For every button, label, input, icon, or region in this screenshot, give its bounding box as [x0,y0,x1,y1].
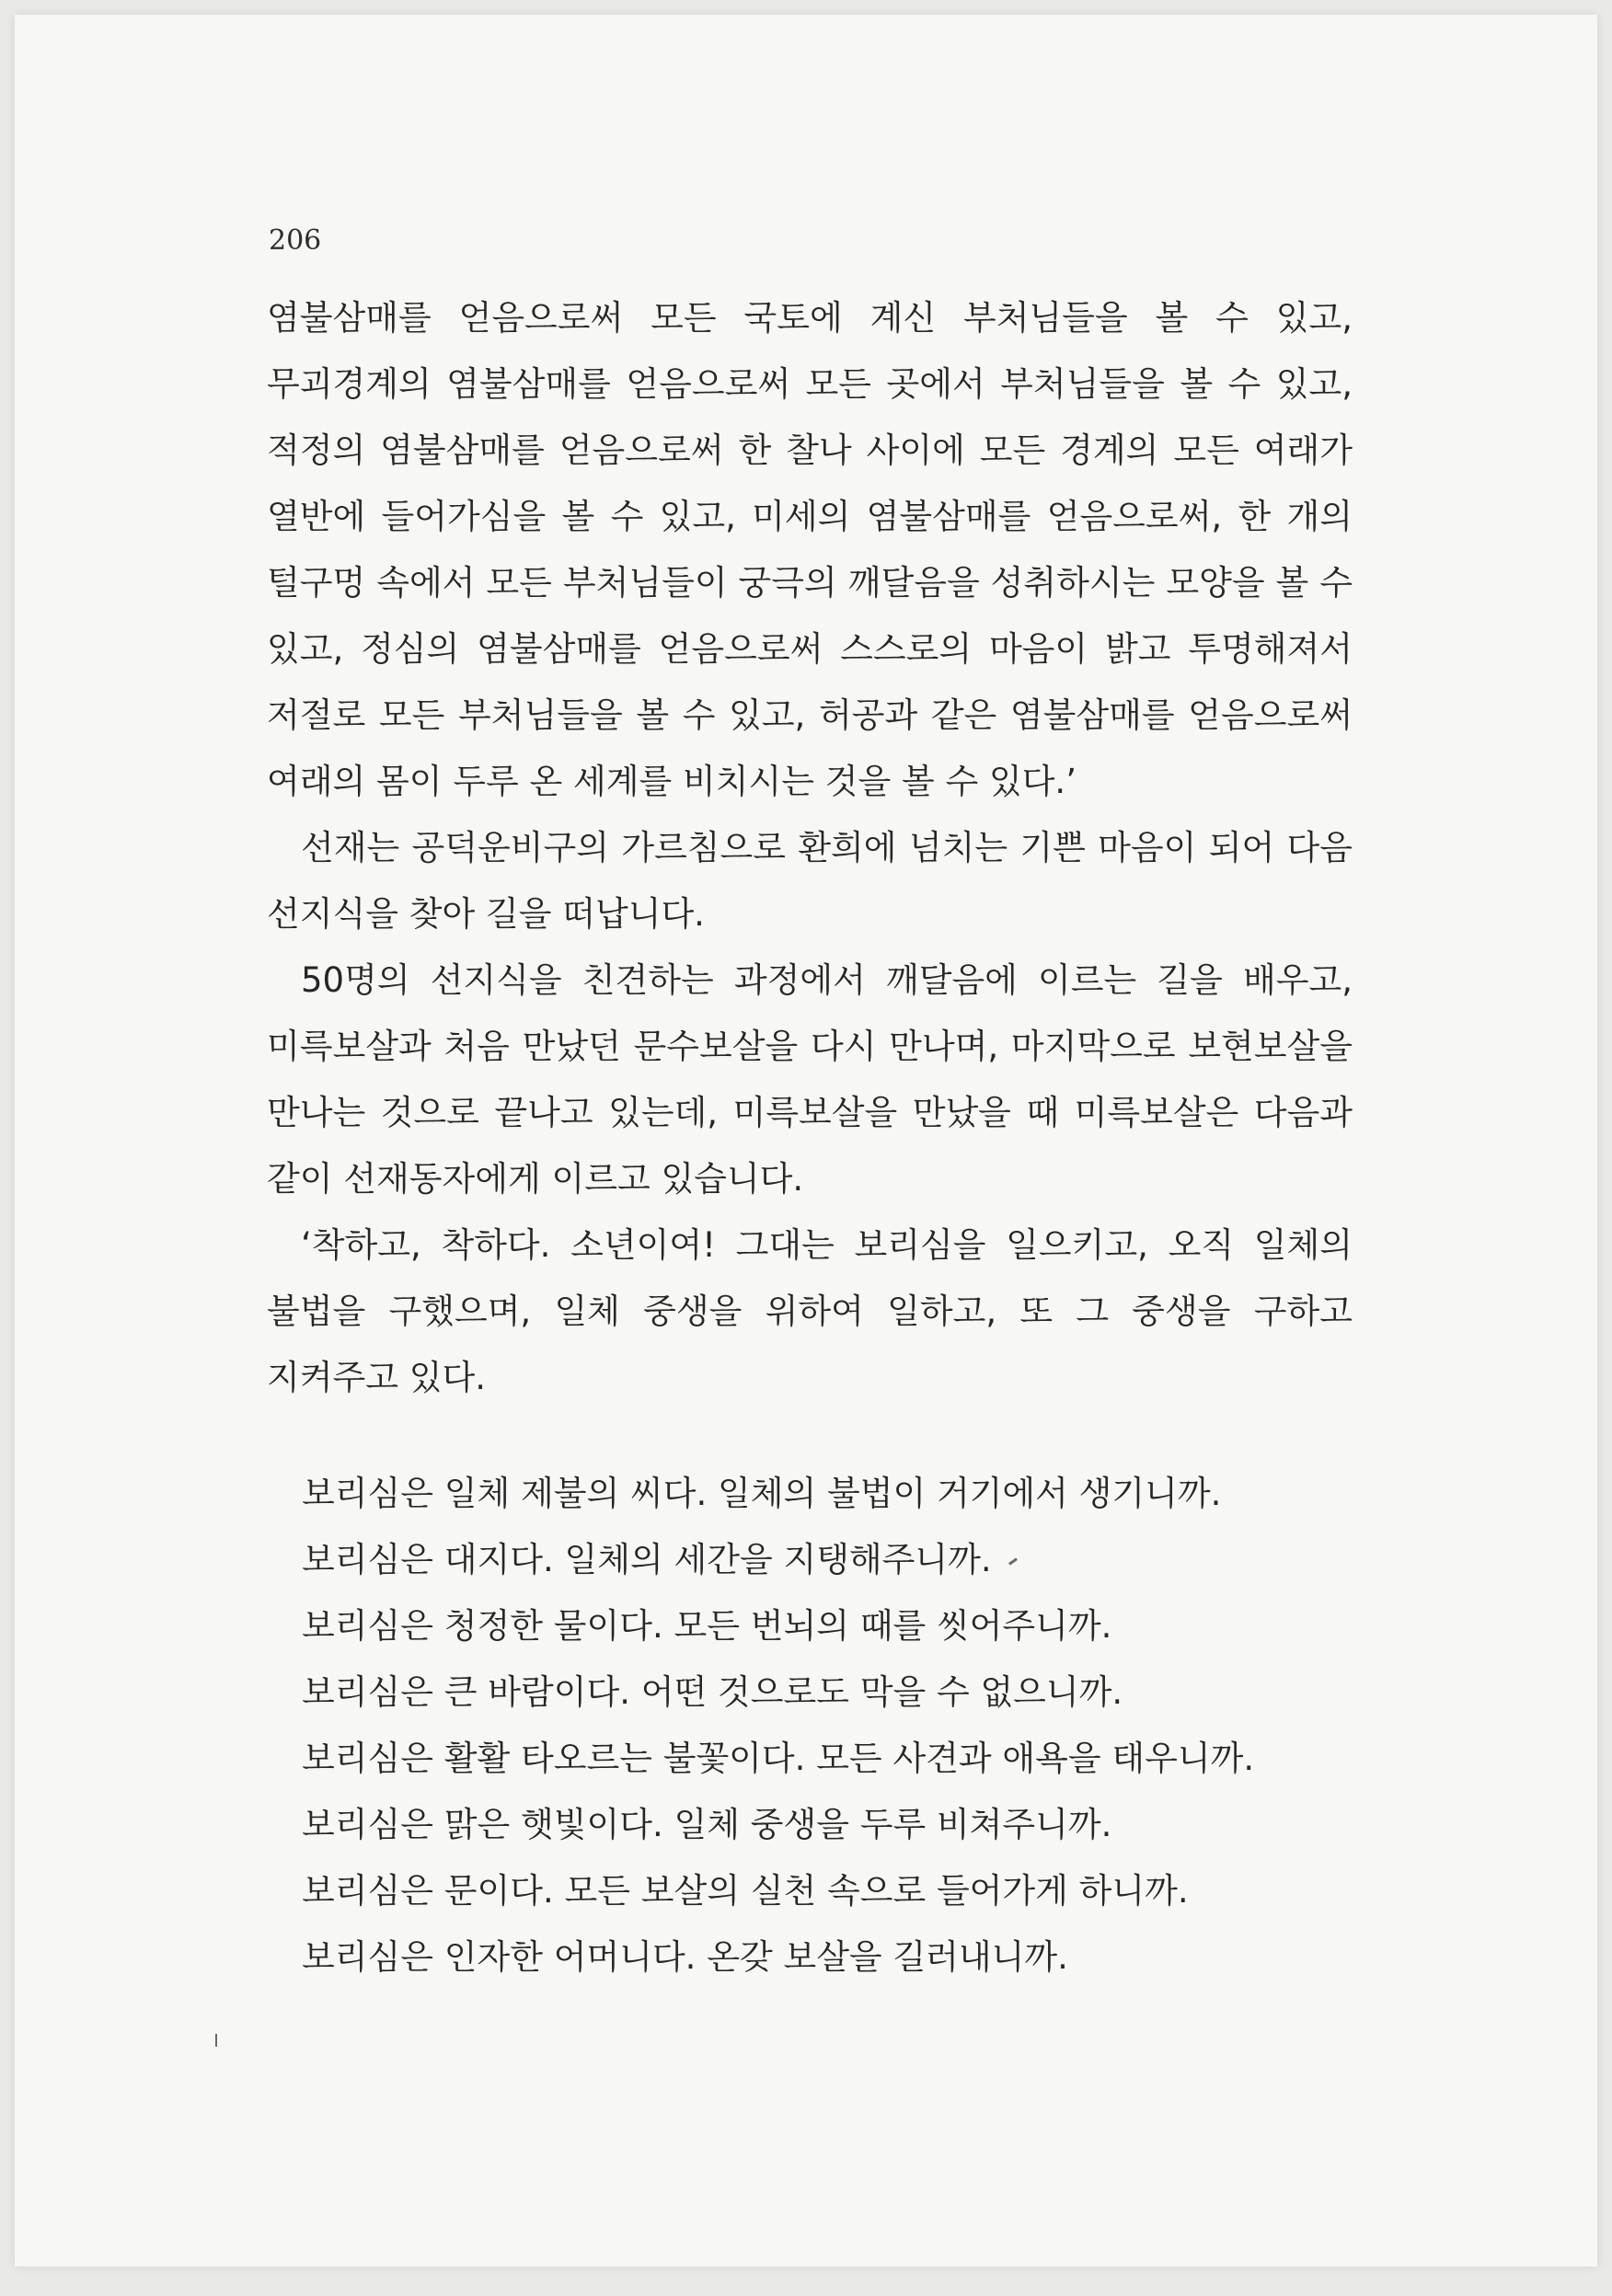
saying-line-2: 보리심은 대지다. 일체의 세간을 지탱해주니까. [302,1540,992,1579]
saying-line-1: 보리심은 일체 제불의 씨다. 일체의 불법이 거기에서 생기니까. [302,1474,1222,1513]
body-text [267,285,1353,1411]
saying-line-4: 보리심은 큰 바람이다. 어떤 것으로도 막을 수 없으니까. [302,1672,1123,1712]
paragraph-sudhana-departs: 선재는 공덕운비구의 가르침으로 환희에 넘치는 기쁜 마음이 되어 다음 선지식을 찾아 길을 떠납니다. [267,828,1353,934]
scan-margin-mark [215,2034,217,2047]
bodhicitta-sayings-list [302,1461,1360,1991]
paragraph-continuation: 염불삼매를 얻음으로써 모든 국토에 계신 부처님들을 볼 수 있고, 무괴경계의 염불삼매를 얻음으로써 모든 곳에서 부처님들을 볼 수 있고, 적정의 염불삼매를 얻음으로써 한 찰나 사이에 모든 경계의 모든 여래가 열반에 들어가심을 볼 수 있고, 미세의 염불삼매를 얻음으로써, 한 개의 털구멍 속에서 모든 부처님들이 궁극의 깨달음을 성취하시는 모양을 볼 수 있고, 정심의 염불삼매를 얻음으로써 스스로의 마음이 밝고 투명해져서 저절로 모든 부처님들을 볼 수 있고, 허공과 같은 염불삼매를 얻음으로써 여래의 몸이 두루 온 세계를 비치시는 것을 볼 수 있다.’ [267,298,1353,801]
page-number: 206 [269,224,322,257]
saying-line-3: 보리심은 청정한 물이다. 모든 번뇌의 때를 씻어주니까. [302,1606,1112,1646]
saying-line-8: 보리심은 인자한 어머니다. 온갖 보살을 길러내니까. [302,1937,1068,1977]
paragraph-fifty-teachers: 50명의 선지식을 친견하는 과정에서 깨달음에 이르는 길을 배우고, 미륵보살과 처음 만났던 문수보살을 다시 만나며, 마지막으로 보현보살을 만나는 것으로 끝나고 있는데, 미륵보살을 만났을 때 미륵보살은 다음과 같이 선재동자에게 이르고 있습니다. [267,960,1353,1199]
book-page [15,15,1597,2267]
saying-line-6: 보리심은 맑은 햇빛이다. 일체 중생을 두루 비쳐주니까. [302,1805,1112,1844]
paragraph-maitreya-quote: ‘착하고, 착하다. 소년이여! 그대는 보리심을 일으키고, 오직 일체의 불법을 구했으며, 일체 중생을 위하여 일하고, 또 그 중생을 구하고 지켜주고 있다. [267,1225,1353,1397]
saying-line-5: 보리심은 활활 타오르는 불꽃이다. 모든 사견과 애욕을 태우니까. [302,1739,1255,1778]
saying-line-7: 보리심은 문이다. 모든 보살의 실천 속으로 들어가게 하니까. [302,1871,1189,1911]
